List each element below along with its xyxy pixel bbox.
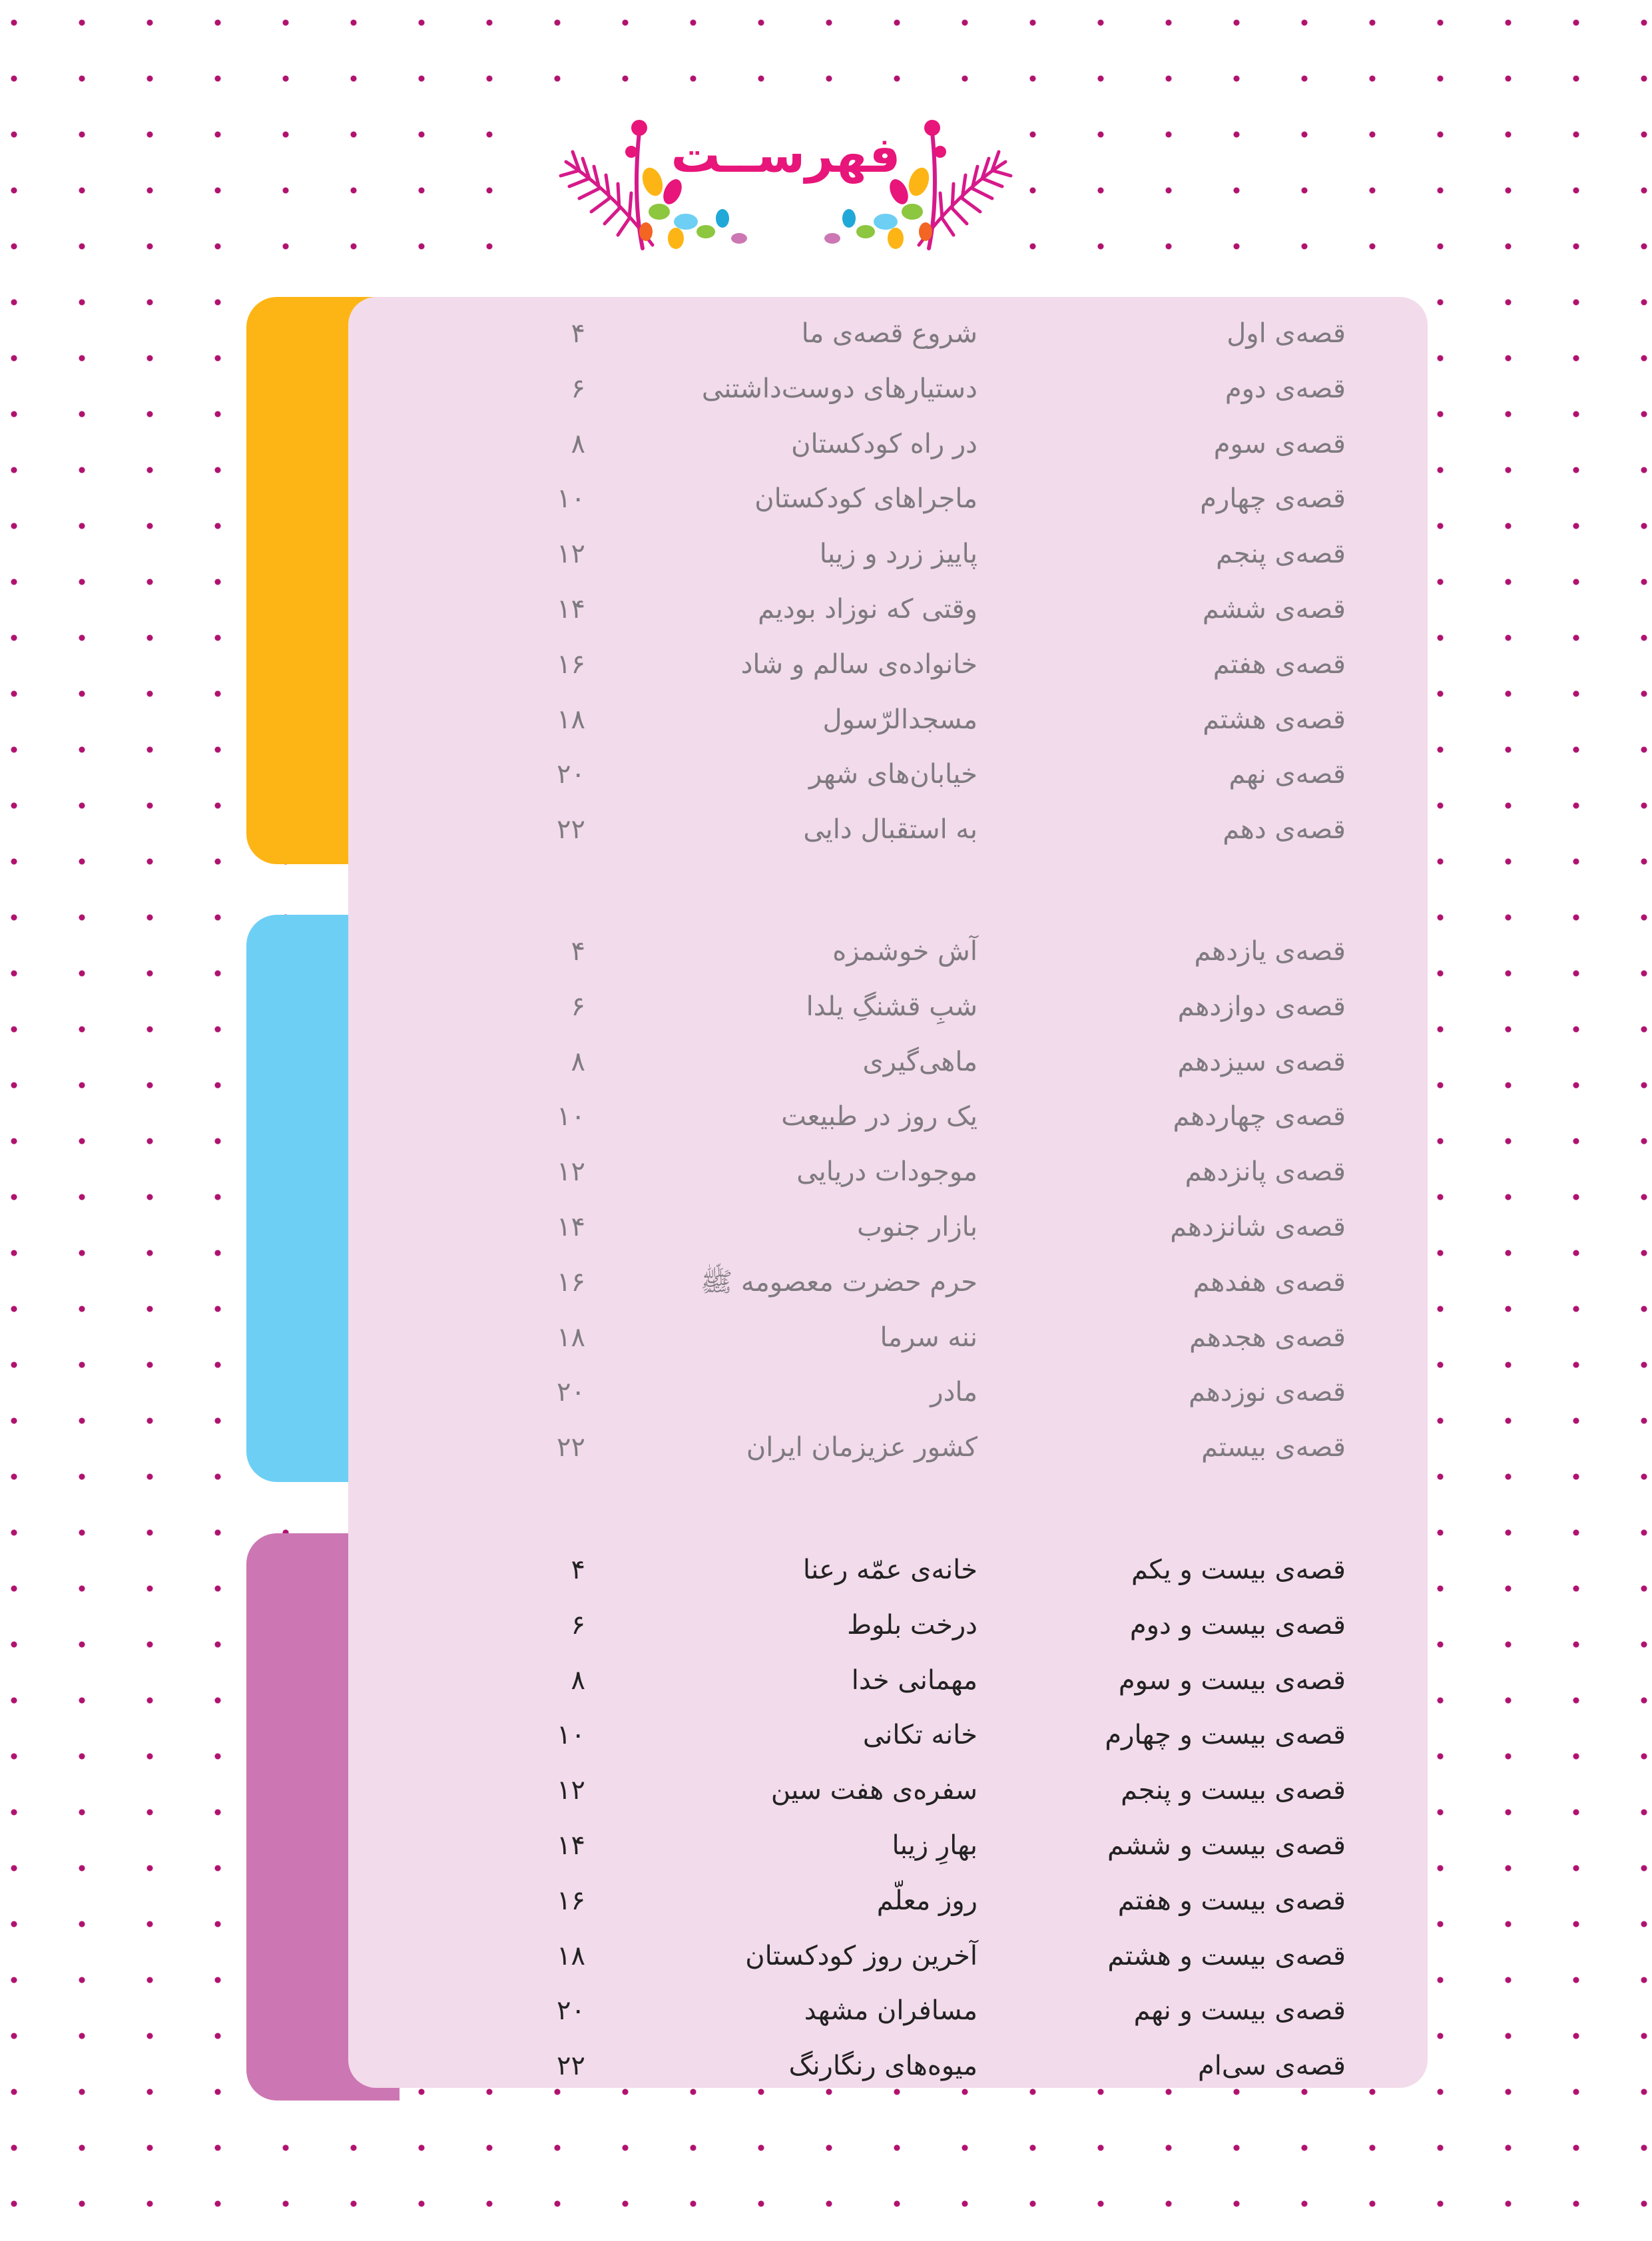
toc-row[interactable] bbox=[348, 751, 1428, 798]
toc-row[interactable] bbox=[348, 806, 1428, 853]
page-number: ۱۴ bbox=[557, 594, 585, 624]
story-title: ماجراهای کودکستان bbox=[754, 483, 977, 515]
story-label: قصه‌ی دوازدهم bbox=[1177, 991, 1346, 1022]
story-title: بهارِ زیبا bbox=[892, 1830, 977, 1861]
story-label: قصه‌ی پنجم bbox=[1216, 539, 1346, 570]
page-number: ۱۶ bbox=[557, 648, 585, 680]
page-number: ۱۲ bbox=[557, 539, 585, 570]
toc-row[interactable] bbox=[348, 928, 1428, 975]
page-number: ۶ bbox=[571, 373, 585, 404]
page-number: ۱۰ bbox=[557, 483, 585, 515]
page-number: ۱۲ bbox=[557, 1775, 585, 1806]
story-title: شروع قصه‌ی ما bbox=[801, 318, 977, 349]
story-label: قصه‌ی بیست و هفتم bbox=[1117, 1885, 1346, 1916]
page-number: ۶ bbox=[571, 1609, 585, 1640]
story-title: کشور عزیزمان ایران bbox=[746, 1432, 977, 1463]
page-number: ۱۸ bbox=[557, 1322, 585, 1353]
story-label: قصه‌ی نهم bbox=[1229, 759, 1346, 790]
page-title: فهرســت bbox=[671, 126, 901, 184]
page-number: ۸ bbox=[571, 1046, 585, 1077]
toc-row[interactable] bbox=[348, 1424, 1428, 1471]
toc-row[interactable] bbox=[348, 696, 1428, 743]
toc-row[interactable] bbox=[348, 1877, 1428, 1924]
page-number: ۱۰ bbox=[557, 1101, 585, 1132]
story-title: در راه کودکستان bbox=[791, 428, 977, 459]
story-label: قصه‌ی دوم bbox=[1225, 373, 1346, 404]
page-number: ۴ bbox=[571, 318, 585, 349]
page-number: ۱۶ bbox=[557, 1885, 585, 1916]
story-label: قصه‌ی اول bbox=[1227, 318, 1346, 349]
story-label: قصه‌ی هفدهم bbox=[1193, 1266, 1346, 1298]
story-title: درخت بلوط bbox=[847, 1609, 977, 1640]
toc-row[interactable] bbox=[348, 1314, 1428, 1361]
story-label: قصه‌ی بیست و چهارم bbox=[1105, 1720, 1346, 1751]
story-title: پاییز زرد و زیبا bbox=[819, 539, 977, 570]
story-label: قصه‌ی بیست و نهم bbox=[1133, 1995, 1346, 2027]
story-title: مسافران مشهد bbox=[804, 1995, 977, 2027]
toc-row[interactable] bbox=[348, 1369, 1428, 1415]
story-label: قصه‌ی سی‌ام bbox=[1197, 2051, 1346, 2082]
toc-row[interactable] bbox=[348, 1602, 1428, 1648]
story-title: دستیارهای دوست‌داشتنی bbox=[701, 373, 977, 404]
toc-row[interactable] bbox=[348, 2043, 1428, 2089]
page-number: ۲۰ bbox=[557, 759, 585, 790]
page-number: ۱۰ bbox=[557, 1720, 585, 1751]
story-label: قصه‌ی ششم bbox=[1202, 594, 1346, 624]
toc-row[interactable] bbox=[348, 531, 1428, 577]
story-label: قصه‌ی بیست و سوم bbox=[1118, 1664, 1346, 1696]
story-label: قصه‌ی بیست و دوم bbox=[1129, 1609, 1346, 1640]
page-number: ۱۴ bbox=[557, 1212, 585, 1242]
page-number: ۱۴ bbox=[557, 1830, 585, 1861]
story-label: قصه‌ی هشتم bbox=[1203, 704, 1346, 735]
toc-row[interactable] bbox=[348, 1148, 1428, 1195]
toc-row[interactable] bbox=[348, 1657, 1428, 1704]
toc-row[interactable] bbox=[348, 366, 1428, 412]
story-title: ننه سرما bbox=[880, 1322, 977, 1353]
toc-row[interactable] bbox=[348, 1822, 1428, 1869]
story-title: خانه‌ی عمّه رعنا bbox=[802, 1555, 977, 1585]
story-title: میوه‌های رنگارنگ bbox=[788, 2051, 977, 2082]
page-number: ۲۰ bbox=[557, 1377, 585, 1408]
story-title: خانه تکانی bbox=[862, 1720, 977, 1751]
page-number: ۴ bbox=[571, 936, 585, 967]
toc-row[interactable] bbox=[348, 1259, 1428, 1306]
toc-row[interactable] bbox=[348, 1767, 1428, 1814]
story-title: سفره‌ی هفت سین bbox=[770, 1775, 977, 1806]
page-number: ۱۸ bbox=[557, 704, 585, 735]
story-label: قصه‌ی نوزدهم bbox=[1189, 1377, 1346, 1408]
story-label: قصه‌ی بیست و پنجم bbox=[1121, 1775, 1346, 1806]
title-ornament bbox=[553, 112, 1019, 268]
story-label: قصه‌ی یازدهم bbox=[1194, 936, 1346, 967]
toc-row[interactable] bbox=[348, 475, 1428, 522]
story-title: خانواده‌ی سالم و شاد bbox=[740, 648, 977, 680]
story-title: یک روز در طبیعت bbox=[781, 1101, 977, 1132]
story-label: قصه‌ی بیست و ششم bbox=[1107, 1830, 1346, 1861]
page-number: ۲۲ bbox=[557, 814, 585, 846]
story-title: شبِ قشنگِ یلدا bbox=[806, 991, 977, 1022]
toc-panel bbox=[348, 297, 1428, 2088]
toc-row[interactable] bbox=[348, 983, 1428, 1030]
toc-row[interactable] bbox=[348, 1547, 1428, 1593]
story-label: قصه‌ی سوم bbox=[1213, 428, 1346, 459]
page-number: ۸ bbox=[571, 1664, 585, 1696]
story-title: حرم حضرت معصومه ﷺ bbox=[700, 1266, 977, 1298]
story-title: مسجدالرّسول bbox=[822, 704, 977, 735]
story-title: مادر bbox=[930, 1377, 977, 1408]
toc-row[interactable] bbox=[348, 1093, 1428, 1140]
page-number: ۲۲ bbox=[557, 1432, 585, 1463]
story-title: بازار جنوب bbox=[857, 1212, 977, 1242]
story-label: قصه‌ی بیستم bbox=[1201, 1432, 1346, 1463]
page-number: ۲۲ bbox=[557, 2051, 585, 2082]
story-label: قصه‌ی چهاردهم bbox=[1173, 1101, 1346, 1132]
story-title: مهمانی خدا bbox=[851, 1664, 977, 1696]
story-label: قصه‌ی بیست و یکم bbox=[1131, 1555, 1346, 1585]
toc-row[interactable] bbox=[348, 1712, 1428, 1758]
toc-row[interactable] bbox=[348, 586, 1428, 632]
toc-row[interactable] bbox=[348, 310, 1428, 357]
page-number: ۱۸ bbox=[557, 1940, 585, 1971]
story-label: قصه‌ی پانزدهم bbox=[1185, 1156, 1346, 1188]
story-title: روز معلّم bbox=[876, 1885, 977, 1916]
toc-row[interactable] bbox=[348, 421, 1428, 467]
page-number: ۸ bbox=[571, 428, 585, 459]
page-number: ۴ bbox=[571, 1555, 585, 1585]
story-label: قصه‌ی هفتم bbox=[1213, 648, 1346, 680]
story-title: موجودات دریایی bbox=[796, 1156, 977, 1188]
page-number: ۲۰ bbox=[557, 1995, 585, 2027]
story-title: به استقبال دایی bbox=[803, 814, 977, 846]
story-title: وقتی که نوزاد بودیم bbox=[758, 594, 977, 624]
page-number: ۶ bbox=[571, 991, 585, 1022]
page-number: ۱۲ bbox=[557, 1156, 585, 1188]
story-title: آخرین روز کودکستان bbox=[745, 1940, 977, 1971]
toc-row[interactable] bbox=[348, 1987, 1428, 2034]
toc-row[interactable] bbox=[348, 1204, 1428, 1250]
story-label: قصه‌ی سیزدهم bbox=[1177, 1046, 1346, 1077]
toc-row[interactable] bbox=[348, 1039, 1428, 1085]
story-label: قصه‌ی شانزدهم bbox=[1170, 1212, 1346, 1242]
story-label: قصه‌ی چهارم bbox=[1200, 483, 1346, 515]
story-title: خیابان‌های شهر bbox=[808, 759, 977, 790]
story-title: ماهی‌گیری bbox=[862, 1046, 977, 1077]
story-label: قصه‌ی دهم bbox=[1223, 814, 1346, 846]
story-label: قصه‌ی هجدهم bbox=[1189, 1322, 1346, 1353]
toc-row[interactable] bbox=[348, 641, 1428, 688]
story-title: آش خوشمزه bbox=[832, 936, 977, 967]
toc-row[interactable] bbox=[348, 1933, 1428, 1979]
story-label: قصه‌ی بیست و هشتم bbox=[1107, 1940, 1346, 1971]
page-number: ۱۶ bbox=[557, 1266, 585, 1298]
